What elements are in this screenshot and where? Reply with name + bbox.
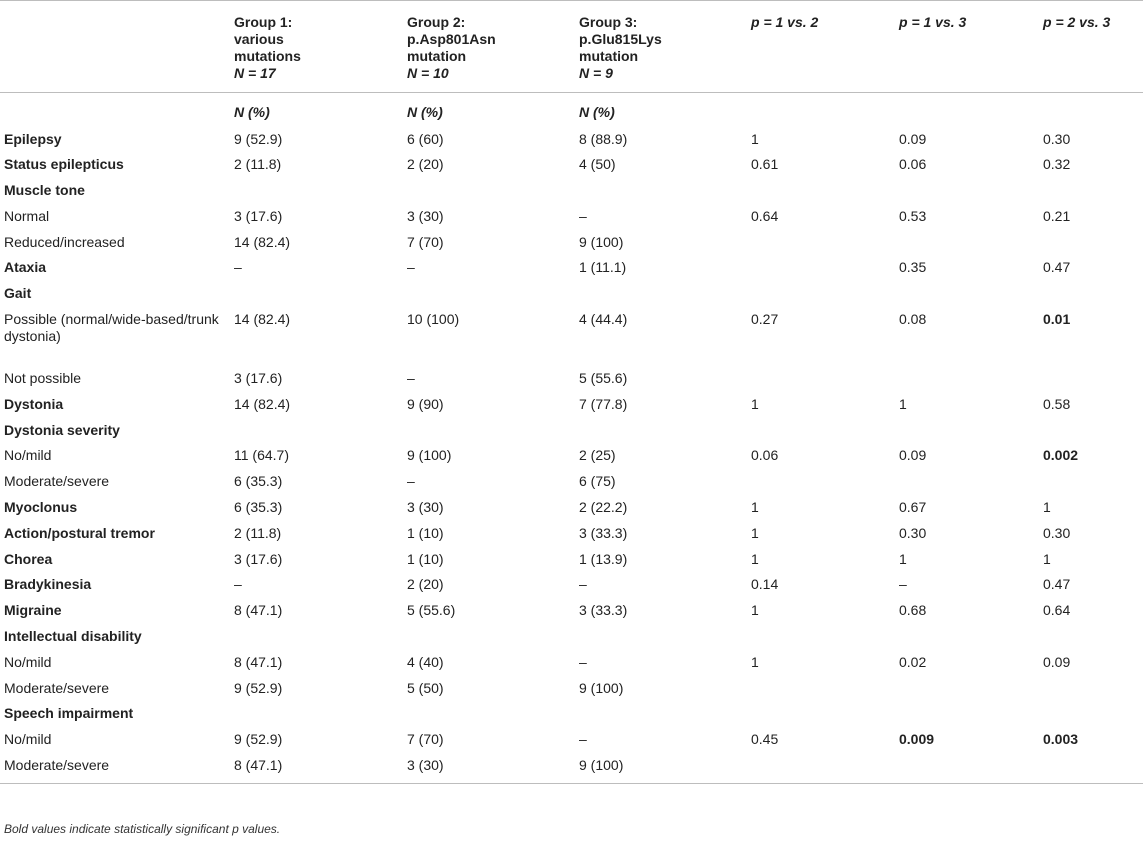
cell-g1: 6 (35.3) [234, 499, 283, 516]
cell-g1 [230, 701, 403, 727]
cell-g3: – [579, 207, 587, 224]
cell-g2 [403, 624, 575, 650]
cell-p12 [747, 469, 895, 495]
cell-g3: 8 (88.9) [579, 130, 628, 147]
cell-label: Dystonia severity [4, 421, 120, 438]
cell-p23 [1039, 418, 1143, 444]
cell-label: Normal [4, 207, 50, 224]
cell-p13 [895, 418, 1039, 444]
cell-p13: 0.68 [899, 602, 927, 619]
subheader-p23 [1039, 93, 1143, 127]
cell-p12 [747, 701, 895, 727]
cell-label: Speech impairment [4, 705, 134, 722]
cell-g2: 1 (10) [407, 524, 444, 541]
cell-g1: 8 (47.1) [234, 602, 283, 619]
cell-label: Not possible [4, 370, 82, 387]
cell-g1: 3 (17.6) [234, 370, 283, 387]
cell-g2: – [407, 473, 415, 490]
cell-p13: 1 [899, 550, 907, 567]
header-group2-line2: p.Asp801Asn [407, 31, 496, 47]
cell-g2: – [407, 370, 415, 387]
cell-p23: 0.01 [1043, 311, 1071, 328]
cell-g1: 2 (11.8) [234, 524, 282, 541]
cell-g3: 1 (11.1) [579, 259, 627, 276]
header-group1-n: N = 17 [234, 65, 276, 81]
table-row [0, 443, 1143, 469]
header-group1-line1: Group 1: [234, 14, 293, 30]
table-row [0, 572, 1143, 598]
cell-label: Muscle tone [4, 182, 85, 199]
cell-g1: 3 (17.6) [234, 207, 283, 224]
cell-p23 [1039, 178, 1143, 204]
table-row [0, 624, 1143, 650]
cell-g3: 2 (25) [579, 447, 616, 464]
table-row [0, 178, 1143, 204]
header-p12 [747, 1, 895, 93]
cell-p13: 1 [899, 395, 907, 412]
cell-g2 [403, 418, 575, 444]
cell-p23 [1039, 624, 1143, 650]
cell-p13 [895, 624, 1039, 650]
cell-g3 [575, 281, 747, 307]
cell-p12: 1 [751, 550, 759, 567]
cell-p23: 0.09 [1043, 653, 1071, 670]
cell-g2: 2 (20) [407, 576, 444, 593]
header-group3-line2: p.Glu815Lys [579, 31, 662, 47]
table-row [0, 701, 1143, 727]
cell-p13 [895, 701, 1039, 727]
cell-g2: 5 (55.6) [407, 602, 456, 619]
cell-p23 [1039, 281, 1143, 307]
cell-g3: 3 (33.3) [579, 602, 628, 619]
header-p12-label: p = 1 vs. 2 [751, 14, 819, 30]
header-group1-line3: mutations [234, 48, 301, 64]
cell-label: Reduced/increased [4, 233, 125, 250]
cell-g2: 5 (50) [407, 679, 444, 696]
cell-label: Action/postural tremor [4, 524, 155, 541]
cell-p23 [1039, 701, 1143, 727]
subheader-g2 [403, 93, 575, 127]
cell-g1: 14 (82.4) [234, 395, 291, 412]
cell-label: Possible (normal/wide-based/trunk dystonia) [4, 311, 219, 345]
cell-label: Epilepsy [4, 130, 62, 147]
cell-g3: 4 (44.4) [579, 311, 628, 328]
cell-p12: 0.06 [751, 447, 779, 464]
cell-g1 [230, 178, 403, 204]
subheader-g1-text: N (%) [234, 104, 270, 120]
cell-g2: 3 (30) [407, 499, 444, 516]
table-row [0, 418, 1143, 444]
cell-g3: 4 (50) [579, 156, 616, 173]
cell-p23: 0.47 [1043, 576, 1071, 593]
table-row [0, 230, 1143, 256]
header-group2-n: N = 10 [407, 65, 449, 81]
cell-p13: 0.09 [899, 130, 927, 147]
cell-g1 [230, 624, 403, 650]
cell-g1: 8 (47.1) [230, 753, 403, 783]
table-row [0, 676, 1143, 702]
cell-p12: 0.27 [751, 311, 779, 328]
cell-label: Myoclonus [4, 499, 78, 516]
cell-label: Ataxia [4, 259, 47, 276]
cell-label: Migraine [4, 602, 62, 619]
cell-label: Bradykinesia [4, 576, 92, 593]
table-body [0, 93, 1143, 784]
cell-g1: 14 (82.4) [234, 233, 291, 250]
table-row [0, 152, 1143, 178]
cell-g2: 6 (60) [407, 130, 444, 147]
cell-p12 [747, 753, 895, 783]
cell-label: Dystonia [4, 395, 64, 412]
header-group2-line3: mutation [407, 48, 467, 64]
cell-label: Moderate/severe [0, 753, 230, 783]
cell-p13: 0.009 [899, 731, 935, 748]
table-row [0, 307, 1143, 366]
cell-p12: 1 [751, 499, 759, 516]
header-empty-cell [0, 1, 230, 93]
cell-g2: 7 (70) [407, 233, 444, 250]
cell-p12 [747, 366, 895, 392]
cell-g3: 3 (33.3) [579, 524, 628, 541]
cell-g2: 1 (10) [407, 550, 444, 567]
cell-p13 [895, 676, 1039, 702]
table-row [0, 727, 1143, 753]
subheader-g3 [575, 93, 747, 127]
cell-g2: – [407, 259, 415, 276]
cell-p13 [895, 753, 1039, 783]
header-p23 [1039, 1, 1143, 93]
cell-g1: 9 (52.9) [234, 679, 283, 696]
cell-p12 [747, 255, 895, 281]
cell-g2: 9 (90) [407, 395, 444, 412]
cell-p23 [1039, 469, 1143, 495]
cell-p12: 1 [751, 653, 759, 670]
cell-g1: 9 (52.9) [234, 731, 283, 748]
cell-g3 [575, 418, 747, 444]
cell-p12 [747, 178, 895, 204]
cell-p13 [895, 281, 1039, 307]
subheader-p12 [747, 93, 895, 127]
subheader-p13 [895, 93, 1039, 127]
table-row [0, 547, 1143, 573]
cell-p23: 0.32 [1043, 156, 1071, 173]
cell-p23: 0.30 [1043, 524, 1071, 541]
cell-label: Moderate/severe [4, 473, 110, 490]
cell-g1: 14 (82.4) [234, 311, 291, 328]
cell-label: No/mild [4, 731, 52, 748]
cell-label: Intellectual disability [4, 628, 142, 645]
cell-label: Status epilepticus [4, 156, 124, 173]
cell-g3: – [579, 576, 587, 593]
cell-g1: 11 (64.7) [234, 447, 289, 464]
cell-p13: 0.67 [899, 499, 927, 516]
cell-p13: 0.06 [899, 156, 927, 173]
subheader-empty [0, 93, 230, 127]
cell-label: Chorea [4, 550, 53, 567]
cell-p12: 1 [751, 602, 759, 619]
cell-g2: 3 (30) [407, 207, 444, 224]
table-row [0, 392, 1143, 418]
cell-p23: 1 [1043, 499, 1051, 516]
cell-p23: 0.30 [1043, 130, 1071, 147]
cell-p12: 0.61 [751, 156, 779, 173]
header-group2 [403, 1, 575, 93]
cell-g3: 9 (100) [575, 753, 747, 783]
cell-p13: 0.30 [899, 524, 927, 541]
header-group1 [230, 1, 403, 93]
cell-p13: 0.02 [899, 653, 927, 670]
table-row [0, 127, 1143, 153]
cell-g1: 2 (11.8) [234, 156, 282, 173]
cell-p12: 1 [751, 395, 759, 412]
cell-g3: 9 (100) [579, 233, 624, 250]
cell-p12 [747, 230, 895, 256]
header-p13 [895, 1, 1039, 93]
cell-p23: 0.002 [1043, 447, 1079, 464]
cell-p13: 0.53 [899, 207, 927, 224]
cell-g1: – [234, 259, 242, 276]
subheader-row [0, 93, 1143, 127]
cell-g2 [403, 281, 575, 307]
cell-g1: 9 (52.9) [234, 130, 283, 147]
cell-g3: 5 (55.6) [579, 370, 628, 387]
header-group3-n: N = 9 [579, 65, 613, 81]
cell-p23 [1039, 753, 1143, 783]
cell-g1 [230, 418, 403, 444]
table-row [0, 281, 1143, 307]
cell-p23: 0.003 [1043, 731, 1079, 748]
cell-g2 [403, 178, 575, 204]
cell-p12 [747, 281, 895, 307]
cell-p12 [747, 624, 895, 650]
table-row [0, 366, 1143, 392]
cell-p12 [747, 418, 895, 444]
cell-p12: 1 [751, 524, 759, 541]
cell-g1 [230, 281, 403, 307]
cell-p13: 0.35 [899, 259, 927, 276]
cell-p23: 0.47 [1043, 259, 1071, 276]
cell-g3 [575, 624, 747, 650]
header-p23-label: p = 2 vs. 3 [1043, 14, 1111, 30]
header-group3 [575, 1, 747, 93]
cell-g2: 2 (20) [407, 156, 444, 173]
cell-g3: 6 (75) [579, 473, 616, 490]
header-group1-line2: various [234, 31, 284, 47]
cell-p23: 1 [1043, 550, 1051, 567]
cell-label: No/mild [4, 653, 52, 670]
subheader-g1 [230, 93, 403, 127]
table-footnote: Bold values indicate statistically significant p values. [4, 822, 281, 836]
cell-g2: 9 (100) [407, 447, 452, 464]
cell-p23: 0.64 [1043, 602, 1071, 619]
cell-g3: – [579, 653, 587, 670]
cell-p13 [895, 366, 1039, 392]
table-row [0, 521, 1143, 547]
cell-g3 [575, 178, 747, 204]
cell-g2: 10 (100) [407, 311, 460, 328]
cell-g2: 7 (70) [407, 731, 444, 748]
header-p13-label: p = 1 vs. 3 [899, 14, 967, 30]
cell-label: Moderate/severe [4, 679, 110, 696]
table-row [0, 598, 1143, 624]
table-row [0, 469, 1143, 495]
cell-p13: 0.08 [899, 311, 927, 328]
cell-p13 [895, 230, 1039, 256]
table-header [0, 1, 1143, 93]
cell-p12: 1 [751, 130, 759, 147]
table-row [0, 204, 1143, 230]
cell-g2: 4 (40) [407, 653, 444, 670]
header-group3-line1: Group 3: [579, 14, 638, 30]
cell-g3: 9 (100) [579, 679, 624, 696]
cell-p12: 0.45 [751, 731, 779, 748]
cell-g1: 8 (47.1) [234, 653, 283, 670]
cell-g2 [403, 701, 575, 727]
cell-g2: 3 (30) [403, 753, 575, 783]
cell-p23 [1039, 676, 1143, 702]
cell-p13: – [899, 576, 907, 593]
cell-p12: 0.14 [751, 576, 779, 593]
table-row [0, 255, 1143, 281]
cell-g1: 6 (35.3) [234, 473, 283, 490]
cell-p23 [1039, 230, 1143, 256]
cell-p12 [747, 676, 895, 702]
cell-g1: 3 (17.6) [234, 550, 283, 567]
cell-g3: 1 (13.9) [579, 550, 628, 567]
cell-p13: 0.09 [899, 447, 927, 464]
subheader-g3-text: N (%) [579, 104, 615, 120]
cell-p13 [895, 469, 1039, 495]
cell-p13 [895, 178, 1039, 204]
table-row [0, 495, 1143, 521]
cell-g3: 7 (77.8) [579, 395, 628, 412]
cell-g3: – [579, 731, 587, 748]
table-row [0, 650, 1143, 676]
header-group3-line3: mutation [579, 48, 639, 64]
cell-p23 [1039, 366, 1143, 392]
header-group2-line1: Group 2: [407, 14, 466, 30]
table-row [0, 753, 1143, 783]
cell-label: Gait [4, 285, 32, 302]
cell-g3: 2 (22.2) [579, 499, 628, 516]
subheader-g2-text: N (%) [407, 104, 443, 120]
cell-g1: – [234, 576, 242, 593]
cell-label: No/mild [4, 447, 52, 464]
cell-p23: 0.58 [1043, 395, 1071, 412]
cell-g3 [575, 701, 747, 727]
cell-p23: 0.21 [1043, 207, 1071, 224]
cell-p12: 0.64 [751, 207, 779, 224]
